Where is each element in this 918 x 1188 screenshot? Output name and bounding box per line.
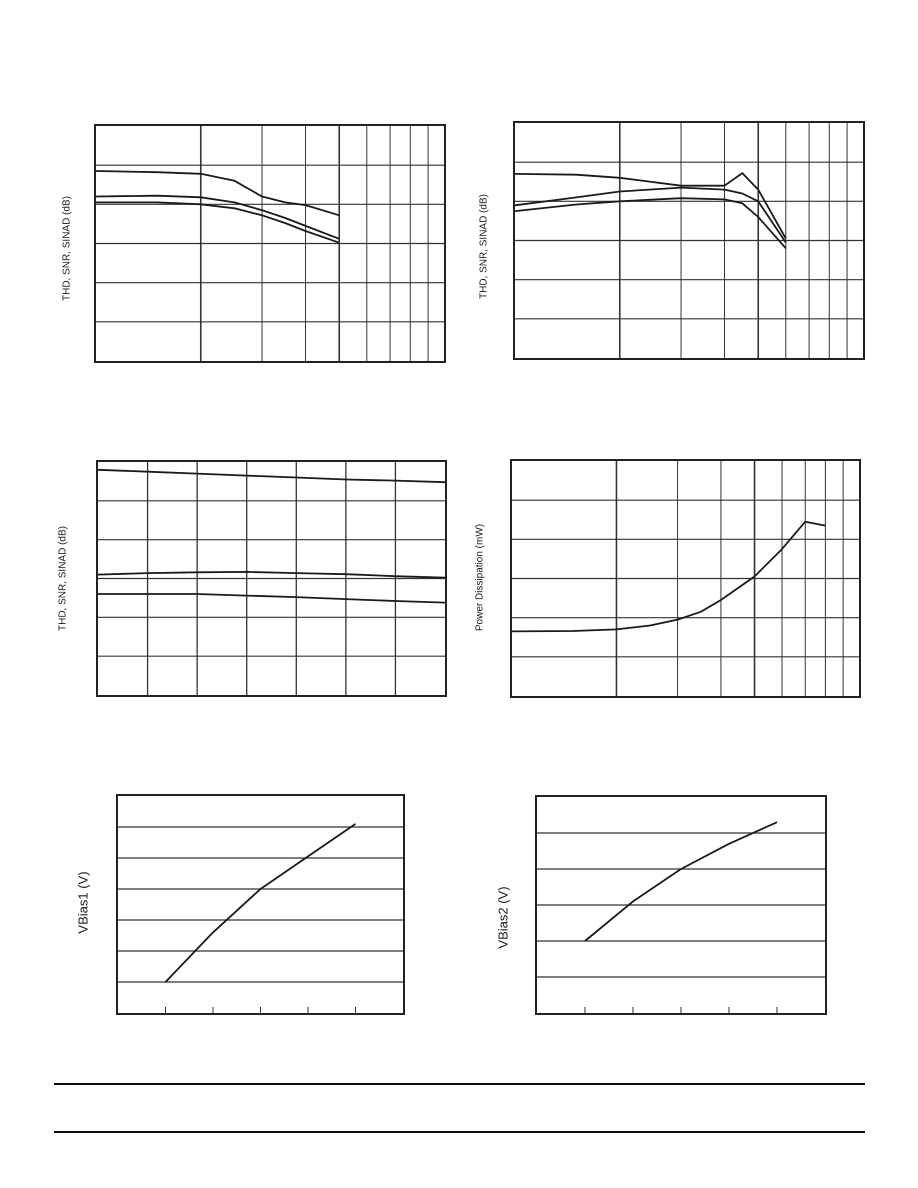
chart-5-svg [118, 796, 403, 1013]
series-3-line [96, 202, 339, 242]
chart-4-ylabel: Power Dissipation (mW) [474, 523, 486, 632]
chart-2-svg [515, 123, 863, 358]
series-3-line [98, 594, 445, 603]
bottom-rule [54, 1131, 865, 1133]
chart-3-svg [98, 462, 445, 695]
chart-2 [513, 121, 865, 360]
series-1-line [585, 822, 777, 941]
chart-6-svg [537, 797, 825, 1013]
chart-6 [535, 795, 827, 1015]
series-1-line [166, 824, 356, 982]
series-1-line [96, 171, 339, 215]
chart-6-ylabel: VBias2 (V) [495, 886, 511, 949]
chart-5-ylabel: VBias1 (V) [75, 871, 91, 934]
series-2-line [98, 572, 445, 578]
chart-3 [96, 460, 447, 697]
top-rule [54, 1083, 865, 1085]
chart-2-ylabel: THD, SNR, SINAD (dB) [478, 194, 490, 300]
series-2-line [515, 188, 786, 243]
chart-4 [510, 459, 861, 698]
chart-1-ylabel: THD, SNR, SINAD (dB) [61, 196, 73, 302]
chart-1-svg [96, 126, 444, 361]
series-1-line [512, 522, 825, 632]
chart-5 [116, 794, 405, 1015]
series-1-line [98, 470, 445, 482]
chart-3-ylabel: THD, SNR, SINAD (dB) [57, 526, 69, 632]
chart-1 [94, 124, 446, 363]
chart-4-svg [512, 461, 859, 696]
